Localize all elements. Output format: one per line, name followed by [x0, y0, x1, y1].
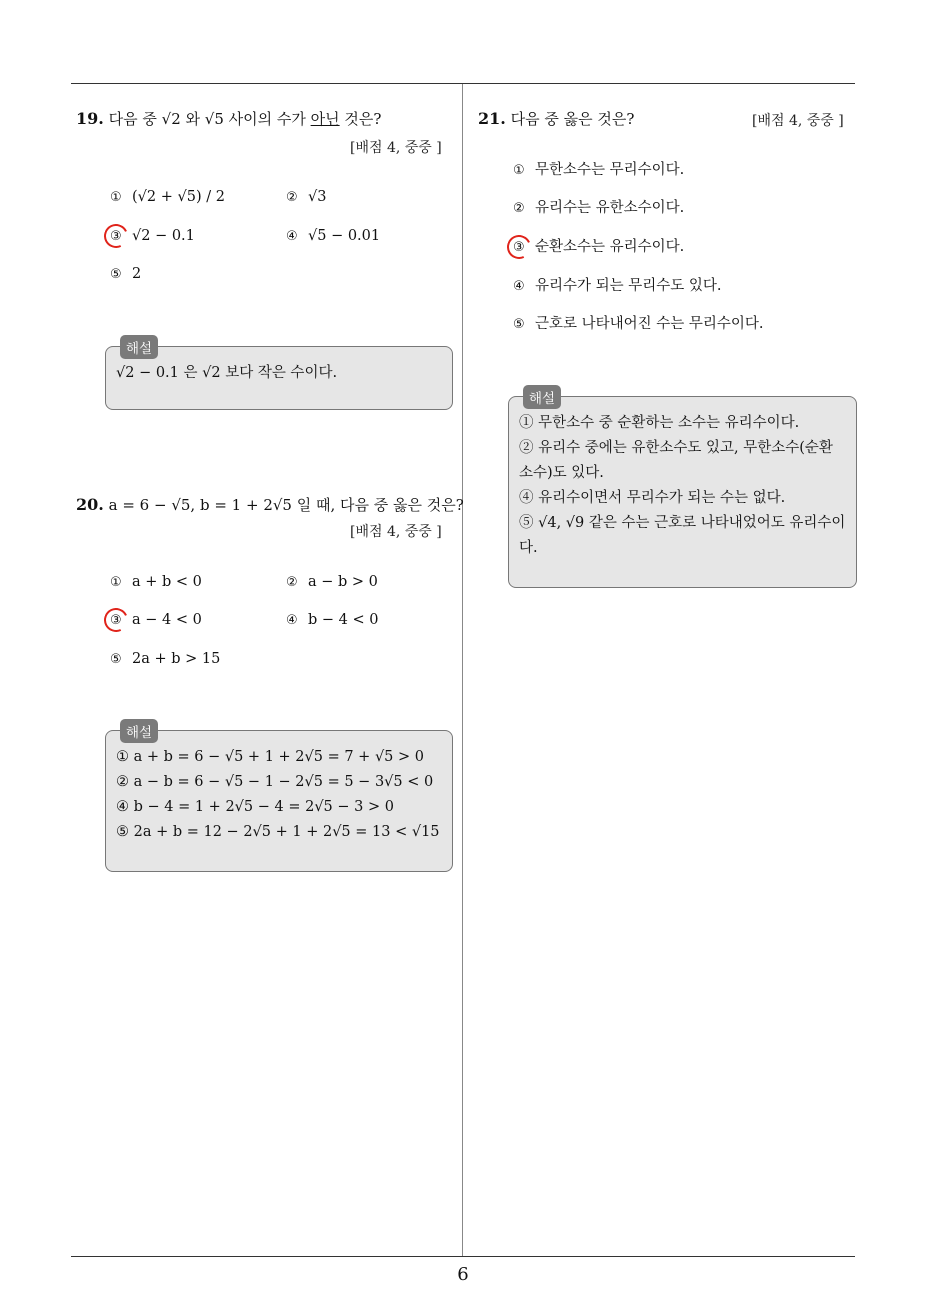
q20-solution-line-3: ④ b − 4 = 1 + 2√5 − 4 = 2√5 − 3 > 0	[116, 799, 394, 815]
q20-points: [배점 4, 중중 ]	[350, 524, 442, 540]
q20-solution-line-4: ⑤ 2a + b = 12 − 2√5 + 1 + 2√5 = 13 < √15	[116, 824, 440, 840]
q20-title	[76, 495, 464, 515]
q21-option-4-text: 유리수가 되는 무리수도 있다.	[535, 278, 722, 294]
q20-option-2[interactable]	[286, 572, 378, 593]
q21-solution-box	[508, 391, 857, 588]
q19-option-1[interactable]	[110, 187, 225, 208]
q19-number: 19.	[76, 109, 104, 128]
q20-option-2-mark: ②	[286, 575, 298, 590]
q20-option-5-mark: ⑤	[110, 652, 122, 667]
q21-text: 다음 중 옳은 것은?	[510, 110, 635, 128]
q20-option-4-mark: ④	[286, 613, 298, 628]
bottom-rule	[71, 1256, 855, 1257]
q19-text-a: 다음 중 √2 와 √5 사이의 수가	[108, 110, 311, 128]
q21-title	[478, 109, 634, 129]
q19-option-3-mark: ③	[110, 229, 122, 244]
q20-option-3-mark: ③	[110, 613, 122, 628]
q19-text-underlined: 아닌	[310, 110, 340, 128]
q19-solution-box	[105, 341, 453, 410]
q21-option-5[interactable]	[513, 314, 764, 335]
q21-solution-line-4: ⑤ √4, √9 같은 수는 근호로 나타내었어도 유리수이다.	[519, 515, 846, 556]
q21-option-3-mark: ③	[513, 240, 525, 255]
q19-option-4-text: √5 − 0.01	[308, 228, 381, 244]
q20-option-2-text: a − b > 0	[308, 574, 378, 590]
q20-text: a = 6 − √5, b = 1 + 2√5 일 때, 다음 중 옳은 것은?	[108, 496, 464, 514]
q20-solution-line-2: ② a − b = 6 − √5 − 1 − 2√5 = 5 − 3√5 < 0	[116, 774, 434, 790]
column-divider	[462, 84, 463, 1256]
q19-option-5-text: 2	[132, 266, 142, 282]
q20-option-1-text: a + b < 0	[132, 574, 202, 590]
q19-title	[76, 109, 381, 129]
q19-points: [배점 4, 중중 ]	[350, 140, 442, 156]
q21-option-5-mark: ⑤	[513, 317, 525, 332]
q21-number: 21.	[478, 109, 506, 128]
q19-option-2-text: √3	[308, 189, 327, 205]
q19-option-1-text: (√2 + √5) / 2	[132, 189, 225, 205]
q19-option-5-mark: ⑤	[110, 267, 122, 282]
q19-option-1-mark: ①	[110, 190, 122, 205]
q21-points: [배점 4, 중중 ]	[752, 113, 844, 129]
q20-solution-box	[105, 725, 453, 872]
q21-option-3-text: 순환소수는 유리수이다.	[535, 239, 685, 255]
q21-option-3[interactable]	[513, 237, 684, 258]
q21-option-2-mark: ②	[513, 201, 525, 216]
q20-solution-line-1: ① a + b = 6 − √5 + 1 + 2√5 = 7 + √5 > 0	[116, 749, 424, 765]
q21-solution-line-2: ② 유리수 중에는 유한소수도 있고, 무한소수(순환소수)도 있다.	[519, 440, 833, 481]
q19-option-2[interactable]	[286, 187, 326, 208]
q19-option-4-mark: ④	[286, 229, 298, 244]
q21-option-2[interactable]	[513, 198, 684, 219]
q21-option-4[interactable]	[513, 276, 722, 297]
q19-option-4[interactable]	[286, 226, 380, 247]
q20-option-3-text: a − 4 < 0	[132, 612, 202, 628]
q19-option-2-mark: ②	[286, 190, 298, 205]
q20-option-1[interactable]	[110, 572, 202, 593]
q20-number: 20.	[76, 495, 104, 514]
q21-option-1-text: 무한소수는 무리수이다.	[535, 162, 685, 178]
q20-option-1-mark: ①	[110, 575, 122, 590]
q19-solution-label: 해설	[120, 335, 158, 359]
page-number: 6	[457, 1264, 469, 1285]
q21-solution-label: 해설	[523, 385, 561, 409]
q21-option-5-text: 근호로 나타내어진 수는 무리수이다.	[535, 316, 764, 332]
q20-option-5-text: 2a + b > 15	[132, 651, 221, 667]
q20-option-5[interactable]	[110, 649, 220, 670]
q21-option-4-mark: ④	[513, 279, 525, 294]
q21-option-1[interactable]	[513, 160, 684, 181]
top-rule	[71, 83, 855, 84]
q21-option-1-mark: ①	[513, 163, 525, 178]
q19-solution-line-1: √2 − 0.1 은 √2 보다 작은 수이다.	[116, 365, 338, 381]
q21-solution-line-3: ④ 유리수이면서 무리수가 되는 수는 없다.	[519, 490, 786, 506]
q20-solution-label: 해설	[120, 719, 158, 743]
q21-option-2-text: 유리수는 유한소수이다.	[535, 200, 685, 216]
q19-option-5[interactable]	[110, 264, 141, 285]
q21-solution-line-1: ① 무한소수 중 순환하는 소수는 유리수이다.	[519, 415, 800, 431]
q20-option-4[interactable]	[286, 610, 378, 631]
q19-option-3-text: √2 − 0.1	[132, 228, 195, 244]
q20-option-4-text: b − 4 < 0	[308, 612, 379, 628]
q19-text-b: 것은?	[339, 110, 382, 128]
